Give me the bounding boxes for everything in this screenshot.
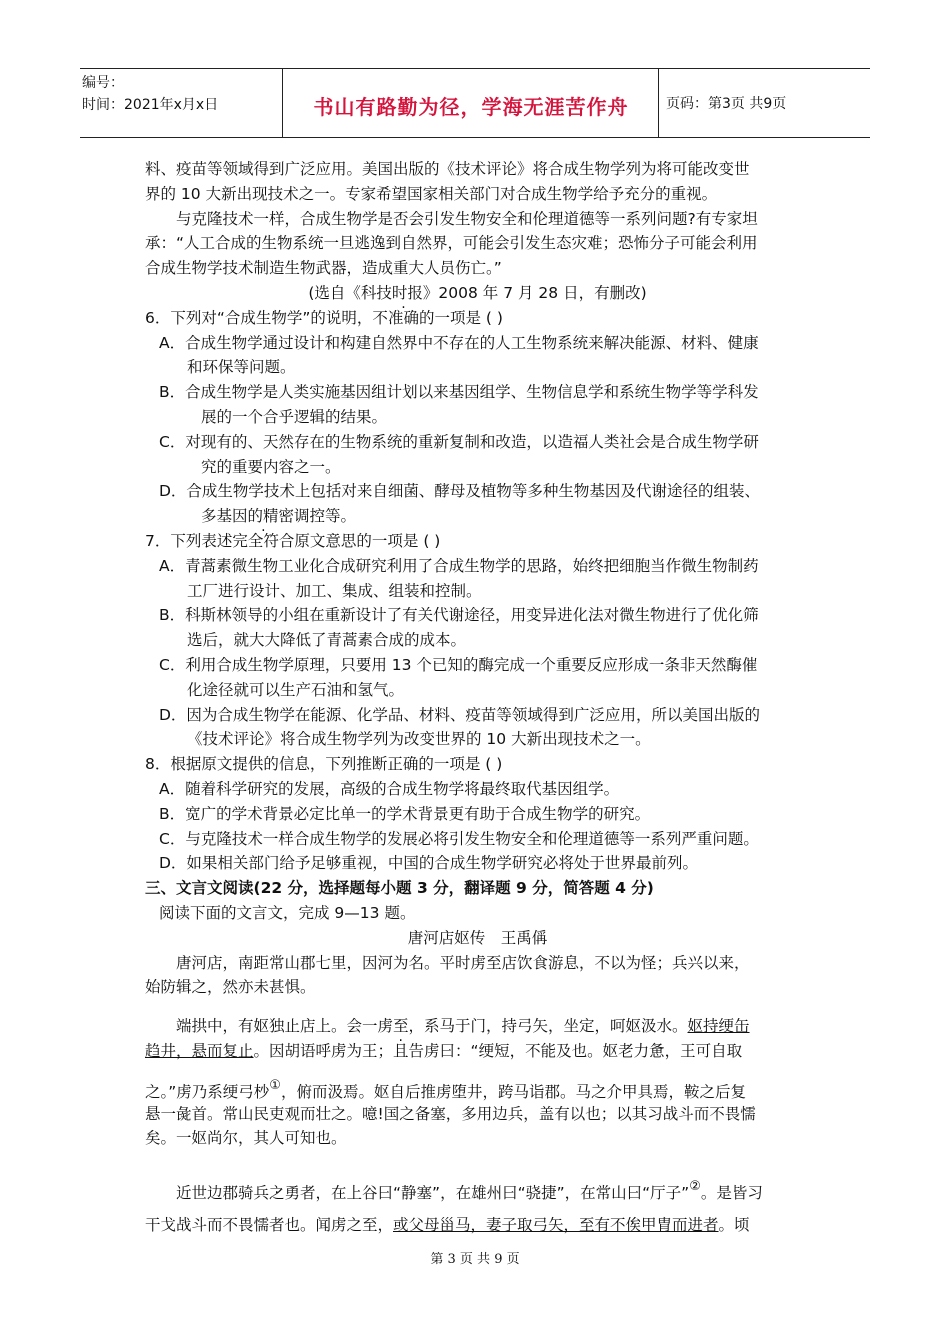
section-heading: 三、文言文阅读(22 分，选择题每小题 3 分，翻译题 9 分，简答题 4 分) (145, 879, 654, 898)
q6-option-c-cont: 究的重要内容之一。 (201, 457, 341, 476)
section-instruction: 阅读下面的文言文，完成 9—13 题。 (159, 903, 416, 922)
header-divider (282, 69, 283, 137)
underlined-phrase: 趋井，悬而复止 (145, 1041, 254, 1060)
footnote-marker: ② (689, 1179, 701, 1195)
time-label: 时间：2021年x月x日 (82, 97, 219, 113)
q8-option-c: C．与克隆技术一样合成生物学的发展必将引发生物安全和伦理道德等一系列严重问题。 (159, 829, 759, 848)
q7-option-c: C．利用合成生物学原理，只要用 13 个已知的酶完成一个重要反应形成一条非天然酶催 (159, 655, 758, 674)
q7-option-b-cont: 选后，就大大降低了青蒿素合成的成本。 (187, 631, 467, 650)
q6-option-a: A．合成生物学通过设计和构建自然界中不存在的人工生物系统来解决能源、材料、健康 (159, 333, 759, 352)
q6-option-b-cont: 展的一个合乎逻辑的结果。 (201, 407, 388, 426)
classical-line: 始防辑之，然亦未甚惧。 (145, 978, 316, 997)
header-motto: 书山有路勤为径，学海无涯苦作舟 (313, 95, 629, 119)
q6-option-b: B．合成生物学是人类实施基因组计划以来基因组学、生物信息学和系统生物学等学科发 (159, 383, 759, 402)
passage-line: 与克隆技术一样，合成生物学是否会引发生物安全和伦理道德等一系列问题?有专家坦 (176, 209, 758, 228)
footnote-marker: ① (269, 1077, 281, 1093)
q7-option-a: A．青蒿素微生物工业化合成研究利用了合成生物学的思路，始终把细胞当作微生物制药 (159, 556, 759, 575)
classical-line: 近世边郡骑兵之 ·勇者，在上谷曰“静塞”，在雄州曰“骁捷”，在常山曰“厅子”②。是皆习 (145, 1165, 810, 1203)
q7-option-d-cont: 《技术评论》将合成生物学列为改变世界的 10 大新出现技术之一。 (187, 730, 651, 749)
header-divider (658, 69, 659, 137)
q6-option-d-cont: 多基因的精密调控等。 (201, 507, 357, 526)
classical-line: 唐河店，南距常山郡七里，因河为名。平时虏至店饮食游息，不以为怪；兵兴以来， (176, 953, 750, 972)
passage-line: 界的 10 大新出现技术之一。专家希望国家相关部门对合成生物学给予充分的重视。 (145, 184, 718, 203)
classical-line: 悬一彘首。常山民吏观而壮之。噫!国之备塞，多用边兵，盖有以也；以其习战斗而不畏懦 (145, 1104, 756, 1123)
page-info: 页码：第3页 共9页 (666, 96, 787, 112)
classical-line: 之。”虏乃系绠弓杪①，俯而汲焉。妪自后推虏堕井，跨马诣郡。马之介甲具焉，鞍之后复 (145, 1077, 746, 1101)
question-8-stem: 8．根据原文提供的信息，下列推断正确的一项是 ( ) (145, 755, 503, 774)
passage-line: 承：“人工合成的生物系统一旦逃逸到自然界，可能会引发生态灾难；恐怖分子可能会利用 (145, 234, 758, 253)
q7-option-b: B．科斯林领导的小组在重新设计了有关代谢途径，用变异进化法对微生物进行了优化筛 (159, 606, 759, 625)
passage-source: (选自《科技时报》2008 年 7 月 28 日，有删改) (308, 283, 647, 302)
number-label: 编号： (82, 75, 124, 91)
q8-option-d: D．如果相关部门给予足够重视，中国的合成生物学研究必将处于世界最前列。 (159, 854, 698, 873)
page-footer: 第 3 页 共 9 页 (430, 1252, 520, 1267)
q8-option-a: A．随着科学研究的发展，高级的合成生物学将最终取代基因组学。 (159, 779, 620, 798)
header-meta (82, 72, 218, 116)
q7-option-a-cont: 工厂进行设计、加工、集成、组装和控制。 (187, 581, 482, 600)
question-6-stem: 6．下列对“合成生物学”的说明，不准确的一项是 ( ) (145, 308, 503, 327)
classical-line: 趋井，悬而复止。因胡语呼虏为王；且告虏曰：“绠短，不能及也。妪老力惫，王可自取 (145, 1041, 743, 1060)
question-7-stem: 7．下列表述完全符合原文意思的一项是 ( ) (145, 531, 441, 550)
classical-line: 端拱中，有妪独止店上。会一虏至，系马于门，持弓矢，坐定，呵妪汲水。妪持绠缶 (176, 1017, 750, 1036)
underlined-phrase: 或父母甾马，妻子取弓矢，至有不俟甲胄而进者 (393, 1216, 719, 1235)
q6-option-d: D．合成生物学技术上包括对来自细菌、酵母及植物等多种生物基因及代谢途径的组装、 (159, 482, 760, 501)
q6-option-a-cont: 和环保等问题。 (187, 358, 296, 377)
q7-option-d: D．因为合成生物学在能源、化学品、材料、疫苗等领域得到广泛应用，所以美国出版的 (159, 705, 760, 724)
q6-option-c: C．对现有的、天然存在的生物系统的重新复制和改造，以造福人类社会是合成生物学研 (159, 432, 759, 451)
classical-line: 干戈战斗而不畏懦者也。闻虏之至，或父母甾马，妻子取弓矢，至有不俟甲胄而进者。顷 (145, 1216, 750, 1235)
q8-option-b: B．宽广的学术背景必定比单一的学术背景更有助于合成生物学的研究。 (159, 804, 651, 823)
passage-line: 料、疫苗等领域得到广泛应用。美国出版的《技术评论》将合成生物学列为将可能改变世 (145, 160, 750, 178)
classical-text-title: 唐河店妪传 王禹偁 (407, 928, 548, 947)
classical-line: 矣。一妪尚尔，其人可知也。 (145, 1129, 347, 1148)
document-body (145, 157, 810, 1241)
underlined-phrase: 妪持绠缶 (687, 1017, 750, 1036)
passage-line: 合成生物学技术制造生物武器，造成重大人员伤亡。” (145, 259, 502, 278)
page-header (80, 68, 870, 138)
q7-option-c-cont: 化途径就可以生产石油和氢气。 (187, 680, 405, 699)
